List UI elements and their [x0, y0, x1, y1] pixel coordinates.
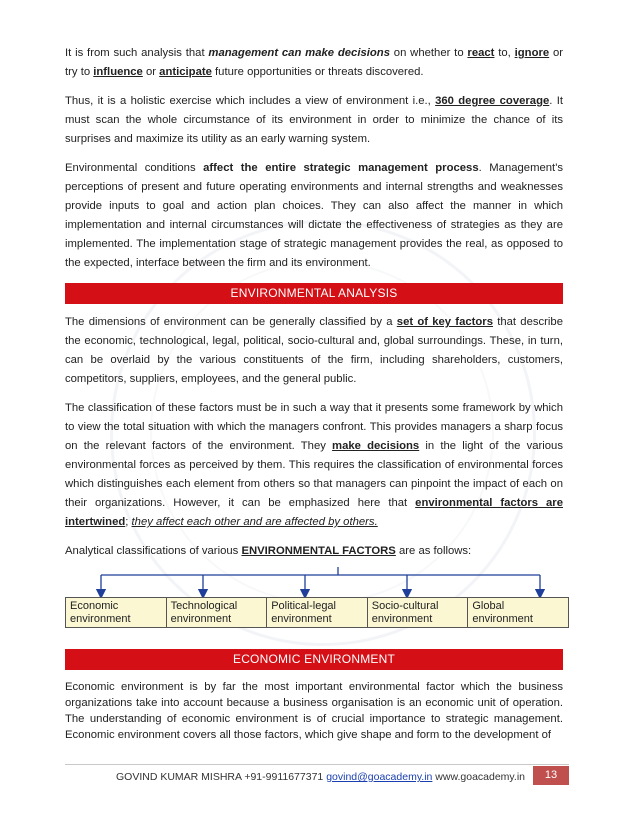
text-run: . Management's perceptions of present and future operating environments and internal strengths and weaknesses provide inputs to goal and action plan choices. They can also affect the manner in which implementation and internal circumstances will dictate the effectiveness of strategies as they are implemented. The implementation stage of strategic management provides the real, as opposed to the expected, interface between the firm and its environment. [65, 162, 564, 269]
page-body [65, 44, 563, 753]
text-run: or [142, 66, 160, 78]
text-run: or try to [65, 47, 564, 78]
keyword-key-factors: set of key factors [396, 316, 493, 328]
text-run: in the light of the various environmental forces as perceived by them. This requires the classification of environmental forces which distinguishes each element from others so that managers can pinpoint the impact of each on their organizations. However, it can be emphasized here that [65, 440, 563, 509]
italic-underlined-phrase: they affect each other and are affected by others. [131, 516, 378, 528]
factor-political-legal: Political-legal environment [267, 598, 368, 627]
text-run: Analytical classifications of various [65, 545, 242, 557]
factor-socio-cultural: Socio-cultural environment [368, 598, 469, 627]
text-run: on whether to [390, 47, 468, 59]
keyword-react: react [467, 47, 495, 59]
emphasis: affect the entire strategic management process [203, 162, 479, 174]
page-number-badge: 13 [533, 766, 569, 785]
factor-economic: Economic environment [66, 598, 167, 627]
factor-boxes [65, 597, 569, 628]
text-run: The dimensions of environment can be generally classified by a [65, 316, 397, 328]
text-run: future opportunities or threats discovered. [211, 66, 424, 78]
text-run: to, [494, 47, 515, 59]
keyword-anticipate: anticipate [159, 66, 212, 78]
environmental-factors-diagram [65, 567, 569, 629]
text-run: Thus, it is a holistic exercise which includes a view of environment i.e., [65, 95, 436, 107]
keyword-environmental-factors: ENVIRONMENTAL FACTORS [241, 545, 396, 557]
keyword-influence: influence [93, 66, 143, 78]
keyword-make-decisions: make decisions [332, 440, 420, 452]
footer-website: www.goacademy.in [432, 771, 525, 783]
keyword-ignore: ignore [514, 47, 550, 59]
text-run: . It must scan the whole circumstance of its environment in order to minimize the chance of its surprises and maximize its utility as an early warning system. [65, 95, 564, 145]
factor-technological: Technological environment [167, 598, 268, 627]
text-run: are as follows: [395, 545, 472, 557]
paragraph-4 [65, 313, 563, 389]
paragraph-6 [65, 542, 563, 561]
keyword-intertwined: environmental factors are intertwined [65, 497, 563, 528]
keyword-360-coverage: 360 degree coverage [435, 95, 550, 107]
emphasis: management can make decisions [208, 47, 390, 59]
section-heading-environmental-analysis: ENVIRONMENTAL ANALYSIS [65, 283, 563, 304]
text-run: Environmental conditions [65, 162, 204, 174]
text-run: The classification of these factors must be in such a way that it presents some framework by which to view the total situation with which the managers confront. This provides managers a sharp focus on the relevant factors of the environment. They [65, 402, 563, 452]
section-heading-economic-environment: ECONOMIC ENVIRONMENT [65, 649, 563, 670]
factor-global: Global environment [472, 600, 533, 625]
paragraph-3 [65, 159, 563, 273]
footer-text [116, 771, 525, 783]
paragraph-5 [65, 399, 563, 532]
footer-email-link[interactable]: govind@goacademy.in [326, 771, 433, 783]
paragraph-1 [65, 44, 563, 82]
paragraph-2 [65, 92, 563, 149]
connector-arrows [65, 567, 569, 599]
text-run: Economic environment is by far the most important environmental factor which the business organizations take into account because a business organisation is an economic unit of operation. The understanding of economic environment is of crucial importance to strategic management. Economic environment covers all those factors, which give shape and form to the development of [65, 681, 563, 741]
footer-author: GOVIND KUMAR MISHRA +91-9911677371 [115, 771, 327, 783]
text-run: It is from such analysis that [65, 47, 209, 59]
page-footer [65, 764, 569, 787]
text-run: ; [125, 516, 132, 528]
text-run: that describe the economic, technological, legal, political, socio-cultural and, global surroundings. These, in turn, can be overlaid by the various constituents of the firm, including shareholders, customers, competitors, suppliers, employees, and the general public. [65, 316, 563, 385]
paragraph-7 [65, 679, 563, 743]
